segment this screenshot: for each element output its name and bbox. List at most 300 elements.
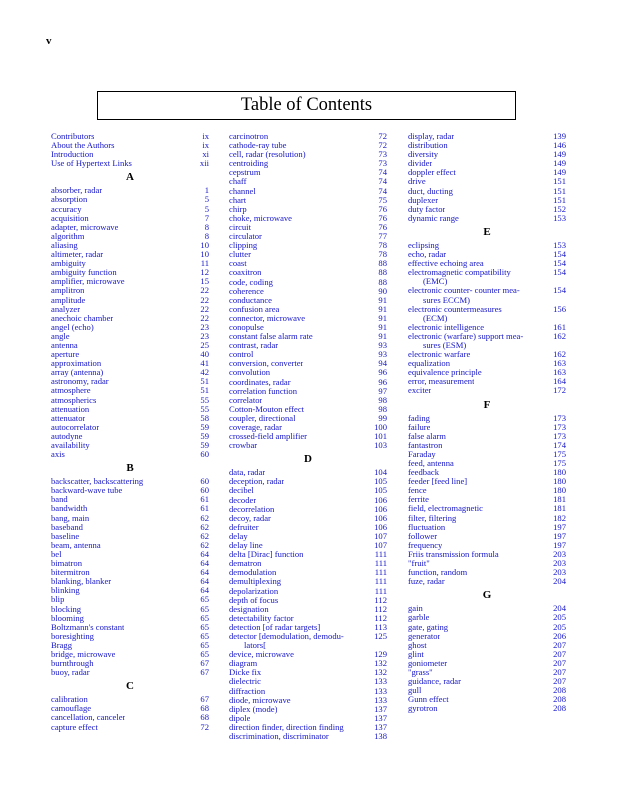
toc-entry[interactable] xyxy=(229,378,387,387)
toc-entry-link[interactable]: absorber, radar xyxy=(51,186,103,196)
toc-entry[interactable] xyxy=(51,396,209,405)
toc-page-number[interactable]: 98 xyxy=(378,403,387,414)
toc-entry-link[interactable]: effective echoing area xyxy=(408,259,484,269)
toc-entry-link[interactable]: drive xyxy=(408,177,426,187)
toc-page-number[interactable]: 112 xyxy=(374,612,387,623)
toc-entry-link[interactable]: diffraction xyxy=(229,686,266,696)
toc-entry-link[interactable]: acquisition xyxy=(51,213,89,223)
toc-page-number[interactable]: 207 xyxy=(553,676,566,687)
toc-entry[interactable] xyxy=(51,614,209,623)
toc-entry-link[interactable]: decoder xyxy=(229,495,257,505)
toc-entry[interactable] xyxy=(408,504,566,513)
toc-entry[interactable] xyxy=(408,141,566,150)
toc-entry[interactable] xyxy=(229,632,387,641)
toc-entry[interactable] xyxy=(229,268,387,277)
toc-page-number[interactable]: 153 xyxy=(553,212,566,223)
toc-page-number[interactable]: 175 xyxy=(553,458,566,468)
toc-entry-link[interactable]: field, electromagnetic xyxy=(408,504,483,514)
toc-page-number[interactable]: 55 xyxy=(200,394,209,405)
toc-entry[interactable] xyxy=(51,704,209,713)
toc-page-number[interactable]: 76 xyxy=(378,203,387,214)
toc-page-number[interactable]: 60 xyxy=(200,476,209,487)
toc-page-number[interactable]: 208 xyxy=(553,685,566,696)
toc-entry-link[interactable]: duplexer xyxy=(408,195,439,205)
toc-entry-link[interactable]: bel xyxy=(51,549,62,559)
toc-entry-link[interactable]: Gunn effect xyxy=(408,695,449,705)
toc-page-number[interactable]: 22 xyxy=(200,285,209,296)
toc-page-number[interactable]: 182 xyxy=(553,512,566,523)
toc-page-number[interactable]: 205 xyxy=(553,621,566,632)
toc-entry[interactable] xyxy=(229,650,387,659)
toc-entry-continuation[interactable] xyxy=(408,341,566,350)
toc-page-number[interactable]: 62 xyxy=(200,521,209,532)
toc-entry[interactable] xyxy=(229,259,387,268)
toc-entry[interactable] xyxy=(229,596,387,605)
toc-entry-link[interactable]: decoy, radar xyxy=(229,513,271,523)
toc-entry-link[interactable]: equivalence principle xyxy=(408,368,482,378)
toc-entry[interactable] xyxy=(408,677,566,686)
toc-entry[interactable] xyxy=(229,396,387,405)
toc-entry-link[interactable]: contrast, radar xyxy=(229,341,279,351)
toc-entry[interactable] xyxy=(51,486,209,495)
toc-entry-link[interactable]: delta [Dirac] function xyxy=(229,550,304,560)
toc-page-number[interactable]: 65 xyxy=(200,648,209,659)
toc-page-number[interactable]: 162 xyxy=(553,349,566,360)
toc-page-number[interactable]: 22 xyxy=(200,312,209,323)
toc-entry-link[interactable]: conversion, converter xyxy=(229,359,304,369)
toc-page-number[interactable]: 132 xyxy=(374,658,387,669)
toc-entry[interactable] xyxy=(408,159,566,168)
toc-entry-continuation[interactable] xyxy=(229,641,387,650)
toc-entry-link[interactable]: bang, main xyxy=(51,513,90,523)
toc-entry-link[interactable]: dipole xyxy=(229,713,251,723)
toc-entry-link[interactable]: blip xyxy=(51,595,65,605)
toc-page-number[interactable]: 15 xyxy=(200,276,209,287)
toc-entry-link[interactable]: echo, radar xyxy=(408,250,447,260)
toc-entry-link[interactable]: choke, microwave xyxy=(229,213,292,223)
toc-page-number[interactable]: 151 xyxy=(553,185,566,196)
toc-entry[interactable] xyxy=(229,623,387,632)
toc-page-number[interactable]: 106 xyxy=(374,521,387,532)
toc-entry[interactable] xyxy=(408,423,566,432)
toc-entry-link[interactable]: Introduction xyxy=(51,150,94,160)
toc-entry[interactable] xyxy=(408,386,566,395)
toc-page-number[interactable]: 100 xyxy=(374,422,387,432)
toc-entry[interactable] xyxy=(229,659,387,668)
toc-entry[interactable] xyxy=(408,132,566,141)
toc-entry-link[interactable]: analyzer xyxy=(51,304,81,314)
toc-page-number[interactable]: 68 xyxy=(200,703,209,714)
toc-entry[interactable] xyxy=(229,314,387,323)
toc-entry[interactable] xyxy=(229,241,387,250)
toc-entry[interactable] xyxy=(229,687,387,696)
toc-entry-link[interactable]: cepstrum xyxy=(229,168,261,178)
toc-entry-link[interactable]: equalization xyxy=(408,359,450,369)
toc-entry[interactable] xyxy=(229,278,387,287)
toc-page-number[interactable]: 60 xyxy=(200,449,209,460)
toc-page-number[interactable]: 208 xyxy=(553,694,566,705)
toc-entry-link[interactable]: constant false alarm rate xyxy=(229,332,313,342)
toc-page-number[interactable]: 111 xyxy=(374,576,387,587)
toc-entry[interactable] xyxy=(229,541,387,550)
toc-entry[interactable] xyxy=(408,514,566,523)
toc-page-number[interactable]: 96 xyxy=(378,376,387,387)
toc-entry[interactable] xyxy=(51,277,209,286)
toc-entry[interactable] xyxy=(229,523,387,532)
toc-page-number[interactable]: 11 xyxy=(200,258,209,269)
toc-entry-link[interactable]: camouflage xyxy=(51,704,92,714)
toc-page-number[interactable]: 173 xyxy=(553,421,566,432)
toc-entry-link[interactable]: doppler effect xyxy=(408,168,456,178)
toc-entry-link[interactable]: coherence xyxy=(229,286,264,296)
toc-page-number[interactable]: 91 xyxy=(378,303,387,314)
toc-entry[interactable] xyxy=(229,350,387,359)
toc-page-number[interactable]: 208 xyxy=(553,703,566,714)
toc-page-number[interactable]: 173 xyxy=(553,412,566,423)
toc-page-number[interactable]: 58 xyxy=(200,412,209,423)
toc-entry-link[interactable]: autodyne xyxy=(51,431,83,441)
toc-entry[interactable] xyxy=(51,223,209,232)
toc-entry-link[interactable]: crowbar xyxy=(229,441,258,451)
toc-entry-link[interactable]: divider xyxy=(408,159,433,169)
toc-page-number[interactable]: xii xyxy=(199,158,209,169)
toc-entry[interactable] xyxy=(51,641,209,650)
toc-entry-link[interactable]: dynamic range xyxy=(408,213,459,223)
toc-entry-link[interactable]: electronic countermeasures xyxy=(408,304,502,314)
toc-entry[interactable] xyxy=(229,550,387,559)
toc-entry[interactable] xyxy=(408,459,566,468)
toc-page-number[interactable]: 23 xyxy=(200,321,209,332)
toc-entry[interactable] xyxy=(408,150,566,159)
toc-entry[interactable] xyxy=(408,377,566,386)
toc-page-number[interactable]: 72 xyxy=(200,721,209,732)
toc-page-number[interactable]: 68 xyxy=(200,712,209,723)
toc-entry-link[interactable]: amplitude xyxy=(51,295,86,305)
toc-page-number[interactable]: 88 xyxy=(378,258,387,269)
toc-entry-link[interactable]: control xyxy=(229,350,254,360)
toc-entry[interactable] xyxy=(229,405,387,414)
toc-entry[interactable] xyxy=(229,723,387,732)
toc-page-number[interactable]: 55 xyxy=(200,403,209,414)
toc-entry[interactable] xyxy=(229,705,387,714)
toc-page-number[interactable]: 62 xyxy=(200,512,209,523)
toc-entry[interactable] xyxy=(229,141,387,150)
toc-page-number[interactable]: 152 xyxy=(553,203,566,214)
toc-entry-link[interactable]: crossed-field amplifier xyxy=(229,432,308,442)
toc-entry-link[interactable]: filter, filtering xyxy=(408,513,457,523)
toc-page-number[interactable]: 67 xyxy=(200,658,209,669)
toc-entry-link[interactable]: electronic warfare xyxy=(408,350,471,360)
toc-entry[interactable] xyxy=(408,477,566,486)
toc-entry-link[interactable]: Contributors xyxy=(51,132,95,141)
toc-entry[interactable] xyxy=(51,377,209,386)
toc-entry[interactable] xyxy=(229,187,387,196)
toc-entry[interactable] xyxy=(229,159,387,168)
toc-entry-link[interactable]: duct, ducting xyxy=(408,186,453,196)
toc-page-number[interactable]: 59 xyxy=(200,440,209,450)
toc-entry[interactable] xyxy=(51,159,209,168)
toc-entry[interactable] xyxy=(51,623,209,632)
toc-entry[interactable] xyxy=(51,341,209,350)
toc-entry-link[interactable]: bimatron xyxy=(51,559,83,569)
toc-entry-link[interactable]: beam, antenna xyxy=(51,540,101,550)
toc-entry[interactable] xyxy=(229,432,387,441)
toc-page-number[interactable]: 129 xyxy=(374,649,387,660)
toc-entry[interactable] xyxy=(408,541,566,550)
toc-entry-link[interactable]: decorrelation xyxy=(229,504,275,514)
toc-page-number[interactable]: 91 xyxy=(378,321,387,332)
toc-entry[interactable] xyxy=(408,323,566,332)
toc-page-number[interactable]: 105 xyxy=(374,485,387,496)
toc-page-number[interactable]: 154 xyxy=(553,249,566,260)
toc-entry-link[interactable]: cathode-ray tube xyxy=(229,141,287,151)
toc-entry-link[interactable]: gull xyxy=(408,686,422,696)
toc-page-number[interactable]: 75 xyxy=(378,194,387,205)
toc-entry-link[interactable]: buoy, radar xyxy=(51,668,90,678)
toc-entry-link[interactable]: generator xyxy=(408,631,441,641)
toc-page-number[interactable]: 65 xyxy=(200,612,209,623)
toc-entry-link[interactable]: backscatter, backscattering xyxy=(51,477,144,487)
toc-entry-link[interactable]: baseband xyxy=(51,522,83,532)
toc-entry[interactable] xyxy=(229,287,387,296)
toc-entry-link[interactable]: calibration xyxy=(51,695,88,705)
toc-page-number[interactable]: 139 xyxy=(553,131,566,141)
toc-entry-link[interactable]: fuze, radar xyxy=(408,577,445,587)
toc-entry[interactable] xyxy=(408,641,566,650)
toc-page-number[interactable]: 111 xyxy=(374,558,387,569)
toc-entry-link[interactable]: aliasing xyxy=(51,240,78,250)
toc-page-number[interactable]: 149 xyxy=(553,158,566,169)
toc-page-number[interactable]: 74 xyxy=(378,167,387,178)
toc-page-number[interactable]: 88 xyxy=(378,267,387,278)
toc-entry[interactable] xyxy=(408,613,566,622)
toc-page-number[interactable]: 164 xyxy=(553,376,566,387)
toc-entry-link[interactable]: deception, radar xyxy=(229,477,285,487)
toc-entry[interactable] xyxy=(229,177,387,186)
toc-entry-link[interactable]: Bragg xyxy=(51,640,73,650)
toc-entry-link[interactable]: frequency xyxy=(408,540,443,550)
toc-entry-link[interactable]: correlation function xyxy=(229,386,298,396)
toc-entry-link[interactable]: attenuator xyxy=(51,413,86,423)
toc-page-number[interactable]: 111 xyxy=(374,549,387,560)
toc-entry-link[interactable]: (EMC) xyxy=(423,277,448,287)
toc-entry[interactable] xyxy=(51,423,209,432)
toc-entry-link[interactable]: device, microwave xyxy=(229,650,294,660)
toc-page-number[interactable]: 97 xyxy=(378,385,387,396)
toc-page-number[interactable]: 1 xyxy=(204,185,209,196)
toc-page-number[interactable]: 154 xyxy=(553,258,566,269)
toc-entry-link[interactable]: "grass" xyxy=(408,667,433,677)
toc-entry[interactable] xyxy=(229,205,387,214)
toc-entry-link[interactable]: failure xyxy=(408,422,431,432)
toc-page-number[interactable]: 203 xyxy=(553,567,566,578)
toc-entry[interactable] xyxy=(229,250,387,259)
toc-page-number[interactable]: 113 xyxy=(374,621,387,632)
toc-entry-link[interactable]: dematron xyxy=(229,559,262,569)
toc-entry-link[interactable]: ghost xyxy=(408,640,427,650)
toc-entry-link[interactable]: cancellation, canceler xyxy=(51,713,126,723)
toc-entry-link[interactable]: circulator xyxy=(229,232,262,242)
toc-entry-link[interactable]: guidance, radar xyxy=(408,677,461,687)
toc-entry[interactable] xyxy=(51,441,209,450)
toc-entry[interactable] xyxy=(229,414,387,423)
toc-entry[interactable] xyxy=(408,532,566,541)
toc-entry[interactable] xyxy=(408,286,566,295)
toc-page-number[interactable]: 107 xyxy=(374,530,387,541)
toc-page-number[interactable]: 91 xyxy=(378,294,387,305)
toc-entry-link[interactable]: diversity xyxy=(408,150,439,160)
toc-entry-link[interactable]: Friis transmission formula xyxy=(408,549,499,559)
toc-entry-link[interactable]: diode, microwave xyxy=(229,695,291,705)
toc-page-number[interactable]: 172 xyxy=(553,385,566,396)
toc-entry-link[interactable]: About the Authors xyxy=(51,141,115,151)
toc-page-number[interactable]: 22 xyxy=(200,294,209,305)
toc-page-number[interactable]: 154 xyxy=(553,267,566,278)
toc-page-number[interactable]: 67 xyxy=(200,694,209,705)
toc-entry-link[interactable]: carcinotron xyxy=(229,132,269,141)
toc-page-number[interactable]: 197 xyxy=(553,521,566,532)
toc-page-number[interactable]: 93 xyxy=(378,349,387,360)
toc-page-number[interactable]: 74 xyxy=(378,185,387,196)
toc-page-number[interactable]: 133 xyxy=(374,676,387,687)
toc-entry[interactable] xyxy=(408,359,566,368)
toc-entry[interactable] xyxy=(229,696,387,705)
toc-entry[interactable] xyxy=(51,350,209,359)
toc-entry[interactable] xyxy=(408,550,566,559)
toc-entry[interactable] xyxy=(229,668,387,677)
toc-entry-link[interactable]: adapter, microwave xyxy=(51,222,119,232)
toc-page-number[interactable]: 64 xyxy=(200,558,209,569)
toc-entry-link[interactable]: ambiguity function xyxy=(51,268,117,278)
toc-entry[interactable] xyxy=(51,532,209,541)
toc-page-number[interactable]: ix xyxy=(202,140,209,151)
toc-entry[interactable] xyxy=(229,532,387,541)
toc-entry-link[interactable]: diplex (mode) xyxy=(229,704,278,714)
toc-page-number[interactable]: 78 xyxy=(378,240,387,251)
toc-entry-link[interactable]: anechoic chamber xyxy=(51,313,114,323)
toc-entry-link[interactable]: cell, radar (resolution) xyxy=(229,150,306,160)
toc-entry-link[interactable]: blooming xyxy=(51,613,84,623)
toc-entry[interactable] xyxy=(408,695,566,704)
toc-page-number[interactable]: 133 xyxy=(374,694,387,705)
toc-entry-link[interactable]: boresighting xyxy=(51,631,94,641)
toc-page-number[interactable]: 137 xyxy=(374,712,387,723)
toc-page-number[interactable]: 104 xyxy=(374,467,387,478)
toc-entry[interactable] xyxy=(229,477,387,486)
toc-entry-link[interactable]: follower xyxy=(408,531,438,541)
toc-entry-link[interactable]: clipping xyxy=(229,241,258,251)
toc-page-number[interactable]: 73 xyxy=(378,149,387,160)
toc-entry-link[interactable]: depolarization xyxy=(229,586,279,596)
toc-entry[interactable] xyxy=(229,732,387,741)
toc-page-number[interactable]: 78 xyxy=(378,249,387,260)
toc-page-number[interactable]: 174 xyxy=(553,439,566,450)
toc-page-number[interactable]: 207 xyxy=(553,657,566,668)
toc-entry-link[interactable]: duty factor xyxy=(408,204,446,214)
toc-entry-link[interactable]: display, radar xyxy=(408,132,455,141)
toc-entry-link[interactable]: baseline xyxy=(51,531,80,541)
toc-page-number[interactable]: 65 xyxy=(200,621,209,632)
toc-entry-link[interactable]: angel (echo) xyxy=(51,322,94,332)
toc-entry[interactable] xyxy=(51,723,209,732)
toc-page-number[interactable]: 8 xyxy=(204,221,209,232)
toc-entry-link[interactable]: burnthrough xyxy=(51,659,94,669)
toc-page-number[interactable]: 65 xyxy=(200,603,209,614)
toc-entry-link[interactable]: blanking, blanker xyxy=(51,577,112,587)
toc-entry-link[interactable]: coast xyxy=(229,259,247,269)
toc-entry[interactable] xyxy=(229,387,387,396)
toc-entry[interactable] xyxy=(408,259,566,268)
toc-entry[interactable] xyxy=(229,132,387,141)
toc-entry[interactable] xyxy=(408,604,566,613)
toc-page-number[interactable]: 61 xyxy=(200,503,209,514)
toc-entry-link[interactable]: exciter xyxy=(408,386,432,396)
toc-entry-link[interactable]: sures ECCM) xyxy=(423,295,471,305)
toc-entry[interactable] xyxy=(408,668,566,677)
toc-entry[interactable] xyxy=(51,250,209,259)
toc-page-number[interactable]: 151 xyxy=(553,176,566,187)
toc-entry-link[interactable]: bandwidth xyxy=(51,504,88,514)
toc-entry-link[interactable]: atmospherics xyxy=(51,395,97,405)
toc-entry[interactable] xyxy=(408,486,566,495)
toc-entry-continuation[interactable] xyxy=(408,314,566,323)
toc-page-number[interactable]: 74 xyxy=(378,176,387,187)
toc-entry-link[interactable]: designation xyxy=(229,604,269,614)
toc-entry[interactable] xyxy=(408,559,566,568)
toc-page-number[interactable]: 76 xyxy=(378,212,387,223)
toc-entry[interactable] xyxy=(408,523,566,532)
toc-entry-link[interactable]: backward-wave tube xyxy=(51,486,123,496)
toc-entry-link[interactable]: demultiplexing xyxy=(229,577,282,587)
toc-entry[interactable] xyxy=(408,241,566,250)
toc-page-number[interactable]: 151 xyxy=(553,194,566,205)
toc-entry[interactable] xyxy=(229,323,387,332)
toc-page-number[interactable]: 23 xyxy=(200,330,209,341)
toc-page-number[interactable]: 149 xyxy=(553,167,566,178)
toc-page-number[interactable]: 206 xyxy=(553,630,566,641)
toc-entry-link[interactable]: connector, microwave xyxy=(229,313,306,323)
toc-page-number[interactable]: 72 xyxy=(378,131,387,141)
toc-entry[interactable] xyxy=(408,196,566,205)
toc-page-number[interactable]: 181 xyxy=(553,503,566,514)
toc-entry-link[interactable]: chirp xyxy=(229,204,247,214)
toc-page-number[interactable]: 163 xyxy=(553,367,566,378)
toc-entry-link[interactable]: (ECM) xyxy=(423,313,448,323)
toc-entry[interactable] xyxy=(229,341,387,350)
toc-entry[interactable] xyxy=(51,550,209,559)
toc-entry[interactable] xyxy=(51,214,209,223)
toc-entry[interactable] xyxy=(51,541,209,550)
toc-entry[interactable] xyxy=(51,514,209,523)
toc-page-number[interactable]: 76 xyxy=(378,221,387,232)
toc-entry[interactable] xyxy=(229,359,387,368)
toc-entry[interactable] xyxy=(408,495,566,504)
toc-page-number[interactable]: 149 xyxy=(553,149,566,160)
toc-entry-link[interactable]: fading xyxy=(408,413,430,423)
toc-page-number[interactable]: 64 xyxy=(200,567,209,578)
toc-entry[interactable] xyxy=(51,150,209,159)
toc-entry-link[interactable]: lators[ xyxy=(244,641,266,651)
toc-entry[interactable] xyxy=(408,450,566,459)
toc-entry-link[interactable]: atmosphere xyxy=(51,386,91,396)
toc-entry-link[interactable]: detectability factor xyxy=(229,613,294,623)
toc-entry-link[interactable]: absorption xyxy=(51,195,88,205)
toc-page-number[interactable]: 61 xyxy=(200,494,209,505)
toc-entry-link[interactable]: function, random xyxy=(408,568,468,578)
toc-entry[interactable] xyxy=(408,704,566,713)
toc-page-number[interactable]: 111 xyxy=(374,567,387,578)
toc-entry[interactable] xyxy=(408,250,566,259)
